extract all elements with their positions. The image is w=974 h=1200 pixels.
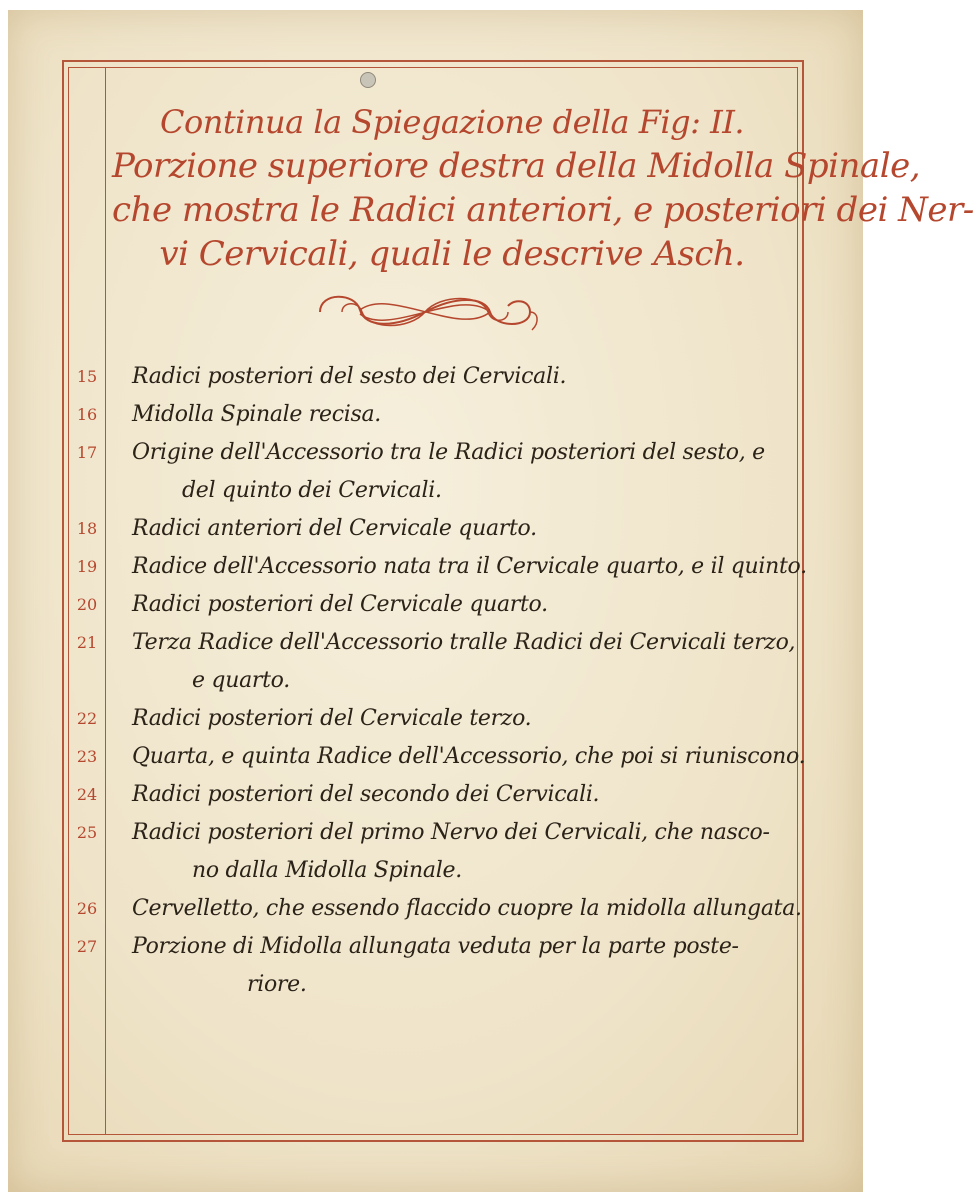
entry-text: Origine dell'Accessorio tra le Radici posteriori del sesto, e <box>132 440 765 465</box>
entry-number: 22 <box>76 709 98 728</box>
entry-text: Cervelletto, che essendo flaccido cuopre la midolla allungata. <box>132 896 802 921</box>
legend-entry <box>70 586 800 624</box>
entry-number: 19 <box>76 557 98 576</box>
entry-text: Radice dell'Accessorio nata tra il Cervicale quarto, e il quinto. <box>132 554 807 579</box>
entry-text: Terza Radice dell'Accessorio tralle Radici dei Cervicali terzo, <box>132 630 796 655</box>
legend-entry <box>70 396 800 434</box>
title-line: Porzione superiore destra della Midolla Spinale, <box>112 146 921 186</box>
entry-number: 23 <box>76 747 98 766</box>
entry-number: 21 <box>76 633 98 652</box>
entry-text: Radici posteriori del secondo dei Cervicali. <box>132 782 600 807</box>
entry-number: 15 <box>76 367 98 386</box>
flourish-ornament <box>300 282 550 342</box>
entry-text-continuation: del quinto dei Cervicali. <box>182 478 442 503</box>
entry-number: 26 <box>76 899 98 918</box>
legend-entry <box>70 814 800 890</box>
legend-entry <box>70 928 800 1004</box>
legend-entry <box>70 434 800 510</box>
entry-text: Radici posteriori del Cervicale terzo. <box>132 706 532 731</box>
entry-text: Quarta, e quinta Radice dell'Accessorio, che poi si riuniscono. <box>132 744 806 769</box>
title-line: che mostra le Radici anteriori, e posteriori dei Ner- <box>112 190 974 230</box>
entry-text: Radici anteriori del Cervicale quarto. <box>132 516 537 541</box>
entry-number: 16 <box>76 405 98 424</box>
entry-text: Midolla Spinale recisa. <box>132 402 381 427</box>
entry-text: Porzione di Midolla allungata veduta per la parte poste- <box>132 934 739 959</box>
entry-number: 24 <box>76 785 98 804</box>
entry-text: Radici posteriori del primo Nervo dei Cervicali, che nasco- <box>132 820 770 845</box>
legend-entry-list <box>70 358 807 1004</box>
legend-entry <box>70 776 800 814</box>
legend-entry <box>70 890 800 928</box>
page-title <box>112 100 974 276</box>
entry-number: 27 <box>76 937 98 956</box>
legend-entry <box>70 548 807 586</box>
legend-entry <box>70 738 806 776</box>
pin-hole <box>360 72 376 88</box>
legend-entry <box>70 358 800 396</box>
legend-entry <box>70 510 800 548</box>
title-line: vi Cervicali, quali le descrive Asch. <box>159 234 745 274</box>
entry-number: 20 <box>76 595 98 614</box>
entry-number: 17 <box>76 443 98 462</box>
entry-text-continuation: no dalla Midolla Spinale. <box>192 858 462 883</box>
title-line: Continua la Spiegazione della Fig: II. <box>159 103 745 141</box>
legend-entry <box>70 700 800 738</box>
entry-number: 25 <box>76 823 98 842</box>
entry-text-continuation: e quarto. <box>192 668 290 693</box>
entry-text: Radici posteriori del sesto dei Cervicali. <box>132 364 567 389</box>
legend-entry <box>70 624 800 700</box>
entry-text-continuation: riore. <box>247 972 307 997</box>
entry-text: Radici posteriori del Cervicale quarto. <box>132 592 548 617</box>
entry-number: 18 <box>76 519 98 538</box>
